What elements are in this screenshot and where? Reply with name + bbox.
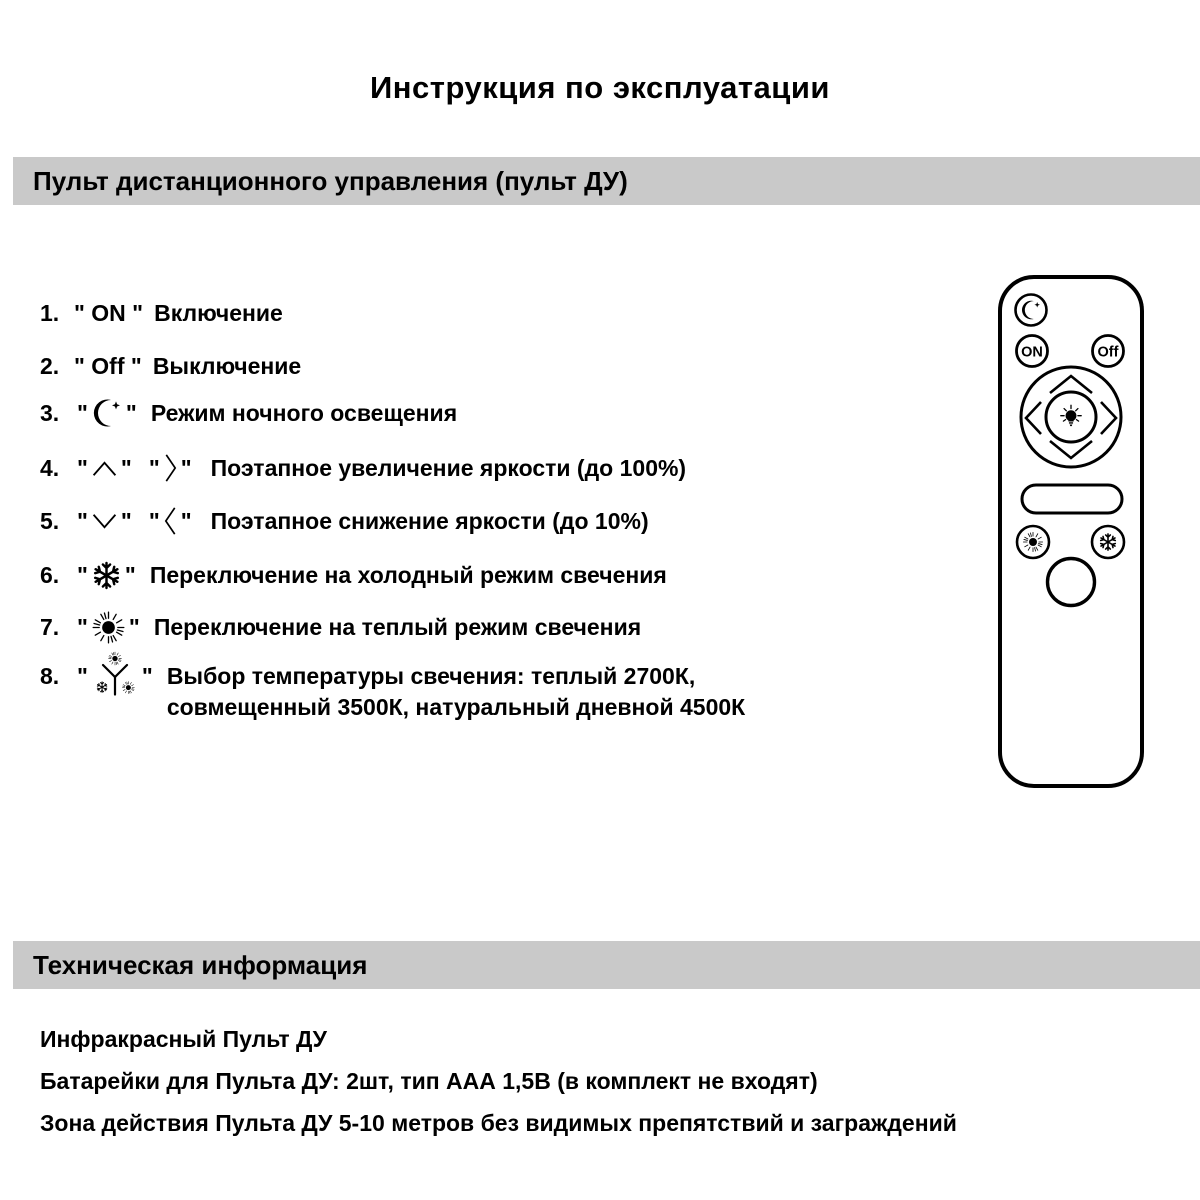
item-description (167, 661, 745, 723)
button-label-quoted: " ON " (74, 299, 144, 326)
list-item-night-mode (40, 395, 457, 431)
item-description: Режим ночного освещения (150, 399, 458, 426)
item-number: 4. (40, 454, 60, 481)
item-number: 1. (40, 299, 60, 326)
item-description: Выключение (152, 352, 302, 379)
tech-info-line: Инфракрасный Пульт ДУ (40, 1026, 327, 1052)
open-quote: " (77, 613, 88, 640)
item-description: Поэтапное увеличение яркости (до 100%) (210, 454, 687, 481)
snowflake-icon (91, 560, 122, 591)
list-item-off (40, 348, 301, 384)
close-quote: " (120, 454, 132, 481)
item-number: 7. (40, 613, 60, 640)
section-header-remote-label: Пульт дистанционного управления (пульт ДУ) (33, 165, 628, 196)
off-button-label: Off (1097, 344, 1119, 361)
sun-icon (91, 610, 126, 645)
remote-drawing (995, 272, 1147, 792)
item-description: Переключение на холодный режим свечения (149, 561, 667, 588)
list-item-brightness-up (40, 450, 686, 486)
tech-info-line: Батарейки для Пульта ДУ: 2шт, тип ААА 1,5В (в комплект не входят) (40, 1068, 818, 1094)
item-number: 8. (40, 663, 60, 689)
tech-info-line: Зона действия Пульта ДУ 5-10 метров без видимых препятствий и заграждений (40, 1110, 957, 1136)
item-description: Поэтапное снижение яркости (до 10%) (210, 507, 649, 534)
item-number: 2. (40, 352, 60, 379)
close-quote: " (124, 561, 136, 588)
item-description: Переключение на теплый режим свечения (153, 613, 642, 640)
list-item-cold-mode (40, 557, 667, 593)
open-quote: " (77, 507, 88, 534)
open-quote: " (77, 454, 88, 481)
section-header-tech-label: Техническая информация (33, 949, 368, 980)
section-header-remote (13, 157, 1200, 205)
chevron-up-icon (91, 458, 118, 479)
open-quote: " (77, 561, 88, 588)
chevron-left-icon (163, 505, 178, 537)
open-quote: " (148, 454, 160, 481)
close-quote: " (180, 507, 192, 534)
page-title: Инструкция по эксплуатации (370, 70, 830, 105)
open-quote: " (77, 663, 88, 689)
close-quote: " (180, 454, 192, 481)
item-number: 5. (40, 507, 60, 534)
button-label-quoted: " Off " (74, 352, 142, 379)
chevron-down-icon (91, 511, 118, 532)
close-quote: " (120, 507, 132, 534)
close-quote: " (141, 663, 153, 689)
section-header-tech (13, 941, 1200, 989)
close-quote: " (125, 399, 137, 426)
list-item-color-temperature (40, 662, 745, 723)
item-description: Включение (154, 299, 283, 326)
list-item-warm-mode (40, 609, 641, 645)
list-item-on (40, 295, 283, 331)
close-quote: " (128, 613, 140, 640)
item-description-line2: совмещенный 3500К, натуральный дневной 4500К (166, 694, 746, 720)
color-temperature-select-icon (91, 650, 139, 704)
item-description-line1: Выбор температуры свечения: теплый 2700К, (166, 663, 696, 689)
list-item-brightness-down (40, 503, 649, 539)
item-number: 3. (40, 399, 60, 426)
open-quote: " (77, 399, 88, 426)
on-button-label: ON (1021, 344, 1043, 361)
open-quote: " (148, 507, 160, 534)
item-number: 6. (40, 561, 60, 588)
moon-icon (91, 397, 123, 429)
chevron-right-icon (163, 452, 178, 484)
